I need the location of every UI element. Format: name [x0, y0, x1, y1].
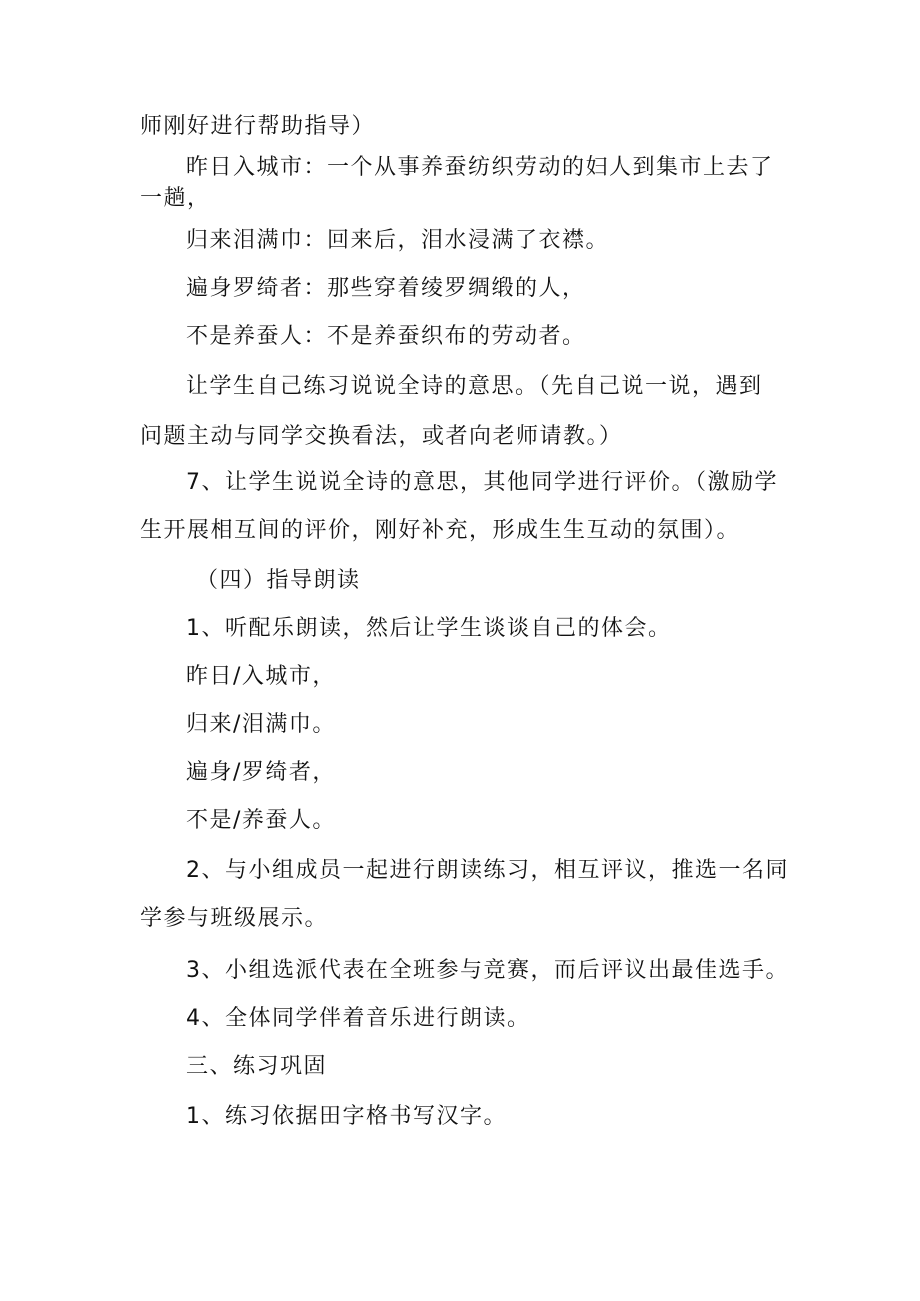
text-line: 一趟，: [140, 186, 211, 211]
text-line: 学参与班级展示。: [140, 906, 329, 931]
text-line: 1、练习依据田字格书写汉字。: [186, 1104, 507, 1129]
text-line: 生开展相互间的评价，刚好补充，形成生生互动的氛围）。: [140, 518, 741, 543]
section-heading: （四）指导朗读: [196, 568, 361, 593]
text-line: 1、听配乐朗读，然后让学生谈谈自己的体会。: [186, 616, 672, 641]
section-heading: 三、练习巩固: [186, 1054, 328, 1079]
text-line: 不是养蚕人：不是养蚕织布的劳动者。: [186, 324, 586, 349]
poem-line: 遍身/罗绮者，: [186, 760, 336, 785]
text-line: 师刚好进行帮助指导）: [140, 114, 376, 139]
text-line: 2、与小组成员一起进行朗读练习，相互评议，推选一名同: [186, 858, 789, 883]
text-line: 遍身罗绮者：那些穿着绫罗绸缎的人，: [186, 276, 586, 301]
text-line: 4、全体同学伴着音乐进行朗读。: [186, 1006, 531, 1031]
text-line: 问题主动与同学交换看法，或者向老师请教。）: [140, 424, 623, 449]
text-line: 昨日入城市：一个从事养蚕纺织劳动的妇人到集市上去了: [186, 155, 774, 180]
poem-line: 归来/泪满巾。: [186, 712, 336, 737]
text-line: 7、让学生说说全诗的意思，其他同学进行评价。（激励学: [186, 470, 778, 495]
poem-line: 不是/养蚕人。: [186, 808, 336, 833]
poem-line: 昨日/入城市，: [186, 664, 336, 689]
text-line: 归来泪满巾：回来后，泪水浸满了衣襟。: [186, 228, 610, 253]
text-line: 3、小组选派代表在全班参与竞赛，而后评议出最佳选手。: [186, 958, 789, 983]
text-line: 让学生自己练习说说全诗的意思。（先自己说一说，遇到: [186, 374, 763, 399]
